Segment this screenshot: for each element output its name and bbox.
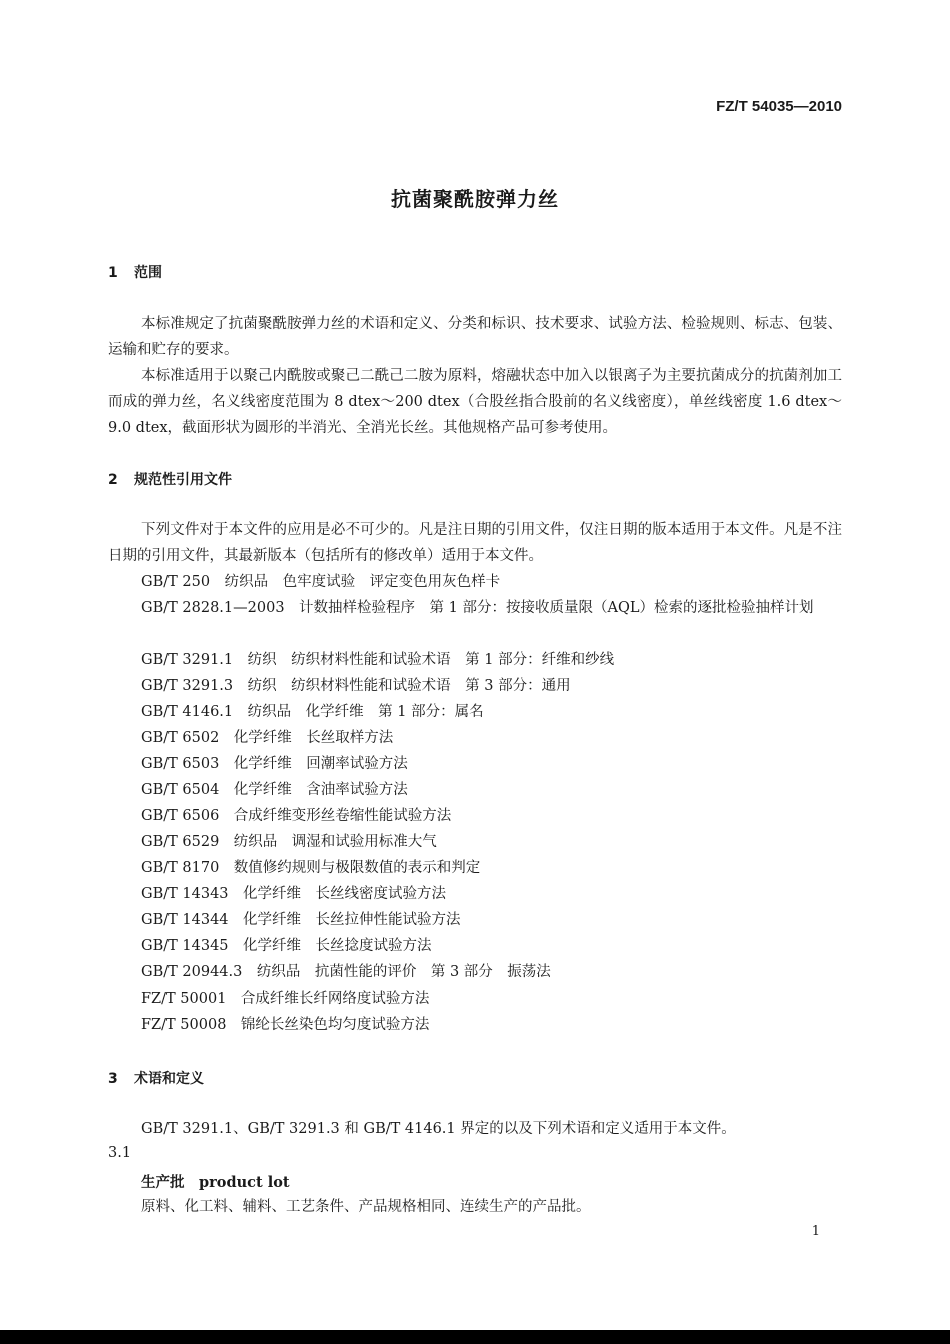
reference-item: FZ/T 50008 锦纶长丝染色均匀度试验方法	[141, 1017, 430, 1033]
section-3-heading	[108, 1068, 204, 1088]
section-1-paragraph-2: 本标准适用于以聚己内酰胺或聚己二酰己二胺为原料，熔融状态中加入以银离子为主要抗菌成分的抗菌剂加工而成的弹力丝，名义线密度范围为 8 dtex～200 dtex（合股丝指合股前的名义线密度），单丝线密度 1.6 dtex～9.0 dtex，截面形状为圆形的半消光、全消光长丝。其他规格产品可参考使用。	[108, 368, 842, 436]
section-number: 1	[108, 265, 118, 281]
reference-item: GB/T 6504 化学纤维 含油率试验方法	[141, 782, 408, 798]
reference-item: GB/T 6503 化学纤维 回潮率试验方法	[141, 756, 408, 772]
section-title: 规范性引用文件	[134, 472, 232, 488]
standard-number: FZ/T 54035—2010	[716, 98, 842, 115]
term-definition: 原料、化工料、辅料、工艺条件、产品规格相同、连续生产的产品批。	[141, 1199, 591, 1215]
reference-item: FZ/T 50001 合成纤维长纤网络度试验方法	[141, 991, 430, 1007]
document-title: 抗菌聚酰胺弹力丝	[391, 187, 559, 211]
page-number: 1	[811, 1224, 820, 1239]
reference-item: GB/T 2828.1—2003 计数抽样检验程序 第 1 部分：按接收质量限（AQL）检索的逐批检验抽样计划	[141, 600, 814, 616]
reference-item: GB/T 14345 化学纤维 长丝捻度试验方法	[141, 938, 432, 954]
reference-item: GB/T 6529 纺织品 调湿和试验用标准大气	[141, 834, 437, 850]
term-heading: 生产批 product lot	[141, 1174, 290, 1191]
section-2-intro: 下列文件对于本文件的应用是必不可少的。凡是注日期的引用文件，仅注日期的版本适用于本文件。凡是不注日期的引用文件，其最新版本（包括所有的修改单）适用于本文件。	[108, 522, 842, 564]
reference-item: GB/T 6506 合成纤维变形丝卷缩性能试验方法	[141, 808, 452, 824]
section-3-intro: GB/T 3291.1、GB/T 3291.3 和 GB/T 4146.1 界定的以及下列术语和定义适用于本文件。	[141, 1121, 736, 1137]
section-number: 2	[108, 472, 118, 488]
reference-item: GB/T 8170 数值修约规则与极限数值的表示和判定	[141, 860, 481, 876]
reference-item: GB/T 14343 化学纤维 长丝线密度试验方法	[141, 886, 447, 902]
reference-item: GB/T 20944.3 纺织品 抗菌性能的评价 第 3 部分 振荡法	[141, 964, 551, 980]
section-1-heading	[108, 262, 162, 282]
reference-item: GB/T 14344 化学纤维 长丝拉伸性能试验方法	[141, 912, 461, 928]
section-2-heading	[108, 469, 232, 489]
reference-item: GB/T 3291.3 纺织 纺织材料性能和试验术语 第 3 部分：通用	[141, 678, 571, 694]
reference-item: GB/T 6502 化学纤维 长丝取样方法	[141, 730, 394, 746]
section-number: 3	[108, 1071, 118, 1087]
section-title: 术语和定义	[134, 1071, 204, 1087]
term-number: 3.1	[108, 1145, 132, 1161]
section-title: 范围	[134, 265, 162, 281]
section-1-paragraph-1: 本标准规定了抗菌聚酰胺弹力丝的术语和定义、分类和标识、技术要求、试验方法、检验规则、标志、包装、运输和贮存的要求。	[108, 316, 842, 358]
reference-item: GB/T 3291.1 纺织 纺织材料性能和试验术语 第 1 部分：纤维和纱线	[141, 652, 615, 668]
bottom-edge-bar	[0, 1330, 950, 1344]
reference-item: GB/T 4146.1 纺织品 化学纤维 第 1 部分：属名	[141, 704, 484, 720]
reference-item: GB/T 250 纺织品 色牢度试验 评定变色用灰色样卡	[141, 574, 501, 590]
